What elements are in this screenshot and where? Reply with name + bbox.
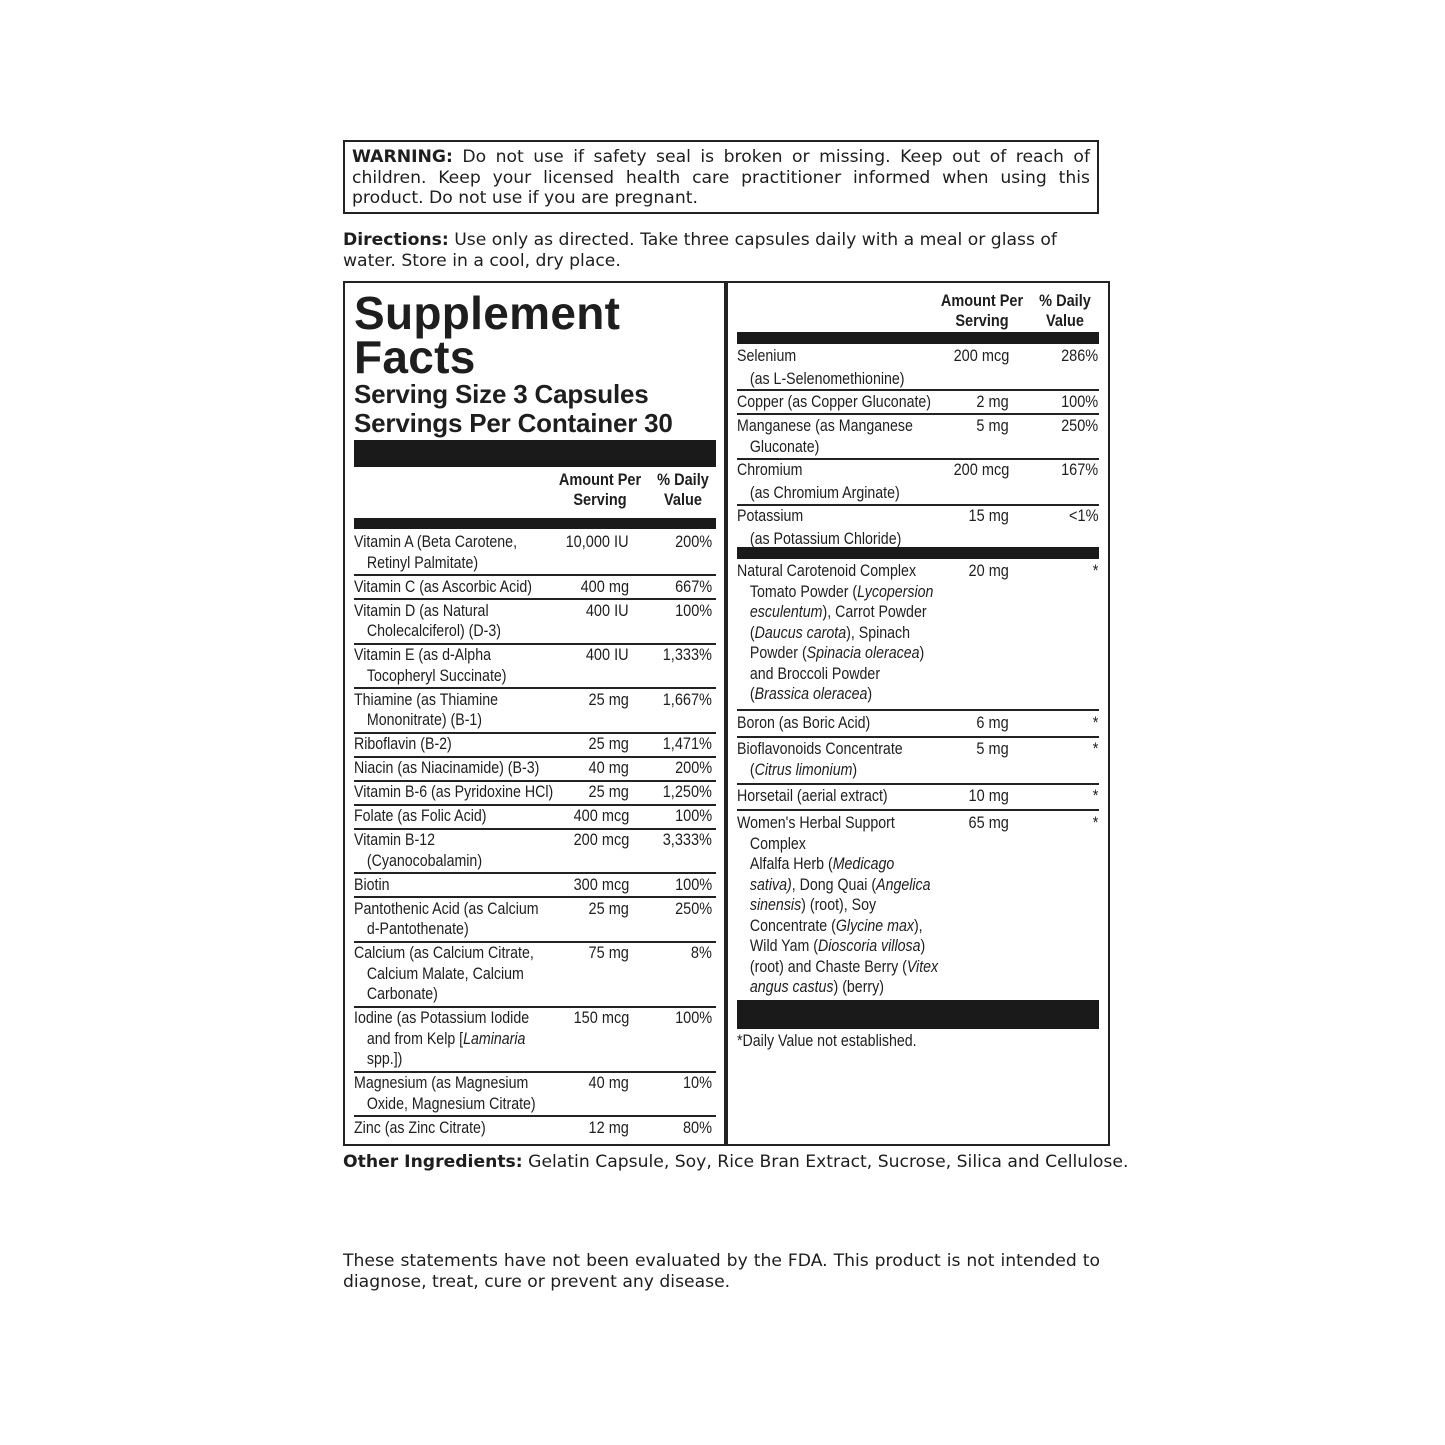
row-divider xyxy=(737,709,1099,711)
carotenoid-sub2 xyxy=(737,602,933,623)
herbal-sub2 xyxy=(737,875,938,896)
bioflavonoids-line2-italic: Citrus limonium xyxy=(754,760,853,779)
footnote: *Daily Value not established. xyxy=(737,1032,917,1050)
nutrient-name xyxy=(354,601,501,642)
nutrient-name-line2-text: Tocopheryl Succinate) xyxy=(366,666,507,685)
nutrient-dv: 100% xyxy=(674,875,712,894)
herbal-sub6-italic: Vitex xyxy=(906,957,939,976)
potassium-line2: (as Potassium Chloride) xyxy=(749,529,902,548)
nutrient-amount: 25 mg xyxy=(588,899,629,918)
carotenoid-sub6-italic: Brassica oleracea xyxy=(754,685,868,703)
nutrient-amount: 25 mg xyxy=(588,735,629,753)
carotenoid-sub3-italic: Daucus carota xyxy=(754,623,847,642)
nutrient-dv: 8% xyxy=(691,944,712,962)
right-medium-bar-top xyxy=(737,332,1099,344)
row-divider xyxy=(737,736,1099,738)
nutrient-name xyxy=(354,1073,536,1114)
nutrient-name-line1: Vitamin A (Beta Carotene, xyxy=(354,533,518,551)
manganese-dv: 250% xyxy=(1060,417,1098,435)
herbal-sub2-italic: sativa) xyxy=(749,875,792,894)
nutrient-name-line1: Biotin xyxy=(354,875,390,894)
herbal-sub3 xyxy=(737,895,938,916)
header-dv-line2: Value xyxy=(664,491,702,509)
warning-label: WARNING: xyxy=(352,147,453,167)
selenium-line2: (as L-Selenomethionine) xyxy=(749,369,905,388)
chromium-line1: Chromium xyxy=(737,461,803,479)
right-header-amount-line1: Amount Per xyxy=(940,292,1024,310)
selenium-line1: Selenium xyxy=(737,347,797,365)
header-amount-line2: Serving xyxy=(573,491,627,509)
row-divider xyxy=(737,389,1099,391)
nutrient-amount: 200 mcg xyxy=(573,831,629,849)
nutrient-amount: 400 mcg xyxy=(573,807,629,825)
right-header-amount-line2: Serving xyxy=(955,312,1009,330)
herbal-sub3-italic: sinensis xyxy=(749,896,802,914)
bioflavonoids-line2-b: ) xyxy=(852,760,858,779)
nutrient-amount: 400 mg xyxy=(580,577,629,596)
nutrient-name xyxy=(354,830,482,871)
carotenoid-sub3-a: ( xyxy=(749,623,755,642)
bioflavonoids-amount: 5 mg xyxy=(976,740,1009,758)
nutrient-name-line2-text: Retinyl Palmitate) xyxy=(366,553,479,572)
herbal-line1: Women's Herbal Support xyxy=(737,814,895,832)
potassium-amount: 15 mg xyxy=(968,507,1009,525)
warning-text: Do not use if safety seal is broken or missing. Keep out of reach of children. Keep your licensed health care practitioner informed when using this product. Do not use if you are pregnant. xyxy=(352,147,1090,208)
nutrient-amount: 40 mg xyxy=(588,759,629,777)
carotenoid-sub6-b: ) xyxy=(867,685,873,703)
facts-title-line2: Facts xyxy=(354,331,476,383)
thick-bar xyxy=(354,440,716,467)
nutrient-name-line3: spp.]) xyxy=(366,1050,403,1068)
herbal-sub7-text: ) (berry) xyxy=(833,978,884,996)
manganese-line2: Gluconate) xyxy=(749,437,820,456)
header-amount xyxy=(556,470,644,510)
nutrient-name-line2 xyxy=(354,710,498,731)
nutrient-dv: 10% xyxy=(682,1074,712,1092)
nutrient-amount: 300 mcg xyxy=(573,875,629,894)
carotenoid-sub4-italic: Spinacia oleracea xyxy=(806,644,920,662)
carotenoid-sub2-text: ), Carrot Powder xyxy=(822,603,927,621)
carotenoid-sub4-a: Powder ( xyxy=(749,644,807,662)
nutrient-dv: 200% xyxy=(674,533,712,551)
nutrient-name-line1: Riboflavin (B-2) xyxy=(354,735,452,753)
nutrient-name-line2 xyxy=(354,621,501,642)
herbal-sub1-italic: Medicago xyxy=(832,855,895,873)
nutrient-name xyxy=(354,577,532,598)
right-header-dv xyxy=(1031,291,1100,331)
potassium-line1: Potassium xyxy=(737,507,804,525)
potassium-dv: <1% xyxy=(1068,507,1098,525)
boron-dv: * xyxy=(1092,714,1098,732)
carotenoid-sub5: and Broccoli Powder xyxy=(749,664,881,683)
row-divider xyxy=(737,413,1099,415)
nutrient-amount: 400 IU xyxy=(586,646,629,664)
boron-amount: 6 mg xyxy=(976,714,1009,732)
nutrient-amount: 10,000 IU xyxy=(566,533,629,551)
herbal-sub5-b: ) xyxy=(920,937,926,955)
nutrient-name xyxy=(354,899,539,940)
nutrient-name-line1: Folate (as Folic Acid) xyxy=(354,807,487,825)
herbal-sub5-italic: Dioscoria villosa xyxy=(817,937,921,955)
potassium-name xyxy=(737,506,901,549)
carotenoid-sub1 xyxy=(737,582,933,603)
nutrient-amount: 400 IU xyxy=(586,601,629,620)
nutrient-name-line2-text: d-Pantothenate) xyxy=(366,920,469,938)
carotenoid-sub3 xyxy=(737,623,933,644)
bioflavonoids-line1: Bioflavonoids Concentrate xyxy=(737,740,903,758)
nutrient-dv: 3,333% xyxy=(662,831,712,849)
herbal-sub3-text: ) (root), Soy xyxy=(801,896,877,914)
herbal-sub4-italic: Glycine max xyxy=(835,916,914,935)
nutrient-name xyxy=(354,690,498,731)
nutrient-name-line2-text: (Cyanocobalamin) xyxy=(366,851,483,870)
nutrient-name-line2 xyxy=(354,666,507,687)
chromium-amount: 200 mcg xyxy=(953,461,1009,479)
nutrient-amount: 25 mg xyxy=(588,690,629,709)
herbal-sub1 xyxy=(737,854,938,875)
nutrient-name-line2-text: Calcium Malate, Calcium xyxy=(366,964,524,983)
nutrient-name-line2-text: Cholecalciferol) (D-3) xyxy=(366,622,501,640)
nutrient-dv: 1,471% xyxy=(662,735,712,753)
nutrient-name-line1: Vitamin D (as Natural xyxy=(354,601,489,620)
nutrient-amount: 75 mg xyxy=(588,944,629,962)
right-header-dv-line1: % Daily xyxy=(1039,292,1091,310)
nutrient-dv: 1,250% xyxy=(662,783,712,801)
right-header-amount xyxy=(938,291,1026,331)
nutrient-name xyxy=(354,645,507,686)
nutrient-name-line2-text: Mononitrate) (B-1) xyxy=(366,711,483,729)
nutrient-name-line2-italic: Laminaria xyxy=(463,1029,526,1048)
herbal-sub4-b: ), xyxy=(913,916,923,935)
nutrient-name-line2 xyxy=(354,919,539,940)
nutrient-amount: 40 mg xyxy=(588,1074,629,1092)
nutrient-name xyxy=(354,943,534,1005)
nutrient-name xyxy=(354,806,486,827)
other-ingredients xyxy=(343,1152,1129,1173)
bioflavonoids-line2 xyxy=(737,760,903,781)
servings-per-container: Servings Per Container 30 xyxy=(354,408,673,438)
carotenoid-sub3-b: ), Spinach xyxy=(846,623,911,642)
herbal-sub5-a: Wild Yam ( xyxy=(749,937,818,955)
herbal-amount: 65 mg xyxy=(968,814,1009,832)
other-ingredients-label: Other Ingredients: xyxy=(343,1152,523,1172)
manganese-amount: 5 mg xyxy=(976,417,1009,435)
nutrient-name-line1: Vitamin C (as Ascorbic Acid) xyxy=(354,577,532,596)
copper-name: Copper (as Copper Gluconate) xyxy=(737,393,932,411)
carotenoid-sub6-a: ( xyxy=(749,685,755,703)
herbal-sub2-italic-b: Angelica xyxy=(876,875,931,894)
herbal-sub5 xyxy=(737,936,938,957)
other-ingredients-text: Gelatin Capsule, Soy, Rice Bran Extract, Sucrose, Silica and Cellulose. xyxy=(522,1152,1129,1172)
nutrient-dv: 100% xyxy=(674,807,712,825)
herbal-name xyxy=(737,813,938,998)
nutrient-dv: 250% xyxy=(674,899,712,918)
nutrient-name-line1: Vitamin B-12 xyxy=(354,831,435,849)
right-thick-bar-bottom xyxy=(737,1000,1099,1029)
nutrient-name xyxy=(354,532,517,573)
selenium-amount: 200 mcg xyxy=(953,347,1009,365)
carotenoid-sub4 xyxy=(737,643,933,664)
supplement-facts-right-panel xyxy=(726,281,1110,1146)
carotenoid-line1: Natural Carotenoid Complex xyxy=(737,562,917,580)
nutrient-dv: 80% xyxy=(682,1118,712,1137)
header-dv xyxy=(650,470,717,510)
nutrient-dv: 100% xyxy=(674,1009,712,1027)
nutrient-amount: 12 mg xyxy=(588,1118,629,1137)
nutrient-name-line2 xyxy=(354,851,482,872)
manganese-name xyxy=(737,416,913,457)
selenium-dv: 286% xyxy=(1060,347,1098,365)
right-header-dv-line2: Value xyxy=(1046,312,1084,330)
nutrient-name xyxy=(354,782,553,803)
row-divider xyxy=(737,783,1099,785)
directions-text: Use only as directed. Take three capsules daily with a meal or glass of water. Store in a cool, dry place. xyxy=(343,230,1057,271)
nutrient-name-line1: Vitamin E (as d-Alpha xyxy=(354,646,491,664)
nutrient-dv: 667% xyxy=(674,577,712,596)
nutrient-dv: 1,333% xyxy=(662,646,712,664)
facts-title xyxy=(354,287,621,383)
serving-size: Serving Size 3 Capsules xyxy=(354,379,649,409)
horsetail-name: Horsetail (aerial extract) xyxy=(737,787,888,805)
nutrient-name-line1: Magnesium (as Magnesium xyxy=(354,1074,529,1092)
facts-title-line1: Supplement xyxy=(354,287,621,339)
nutrient-name-line2-text: Oxide, Magnesium Citrate) xyxy=(366,1094,536,1113)
nutrient-name xyxy=(354,758,539,779)
herbal-sub4-a: Concentrate ( xyxy=(749,916,836,935)
bioflavonoids-line2-a: ( xyxy=(749,760,755,779)
nutrient-name-line1: Calcium (as Calcium Citrate, xyxy=(354,944,534,962)
horsetail-amount: 10 mg xyxy=(968,787,1009,805)
nutrient-name xyxy=(354,1118,486,1139)
carotenoid-sub2-italic: esculentum xyxy=(749,603,823,621)
nutrient-name-line2 xyxy=(354,553,517,574)
manganese-line1: Manganese (as Manganese xyxy=(737,417,913,435)
row-divider xyxy=(354,872,716,874)
nutrient-name-line2 xyxy=(354,1029,529,1050)
nutrient-name-line1: Pantothenic Acid (as Calcium xyxy=(354,899,539,918)
nutrient-amount: 25 mg xyxy=(588,783,629,801)
nutrient-dv: 1,667% xyxy=(662,690,712,709)
carotenoid-name xyxy=(737,561,933,705)
selenium-name xyxy=(737,346,905,389)
header-amount-line1: Amount Per xyxy=(558,471,642,489)
herbal-sub6 xyxy=(737,957,938,978)
supplement-facts-left-panel xyxy=(343,281,726,1146)
bioflavonoids-dv: * xyxy=(1092,740,1098,758)
nutrient-name-line2-text: and from Kelp [ xyxy=(366,1029,464,1048)
boron-name: Boron (as Boric Acid) xyxy=(737,714,871,732)
header-dv-line1: % Daily xyxy=(657,471,709,489)
right-medium-bar-mid xyxy=(737,547,1099,559)
herbal-dv: * xyxy=(1092,814,1098,832)
carotenoid-sub1-text: Tomato Powder ( xyxy=(749,582,858,601)
carotenoid-amount: 20 mg xyxy=(968,562,1009,580)
copper-dv: 100% xyxy=(1060,393,1098,411)
carotenoid-sub4-b: ) xyxy=(919,644,925,662)
horsetail-dv: * xyxy=(1092,787,1098,805)
nutrient-name-line1: Zinc (as Zinc Citrate) xyxy=(354,1118,486,1137)
directions-label: Directions: xyxy=(343,230,449,250)
nutrient-amount: 150 mcg xyxy=(573,1009,629,1027)
nutrient-name-line1: Iodine (as Potassium Iodide xyxy=(354,1009,530,1027)
herbal-sub7 xyxy=(737,977,938,998)
nutrient-dv: 200% xyxy=(674,759,712,777)
warning-box xyxy=(343,140,1099,214)
carotenoid-dv: * xyxy=(1092,562,1098,580)
nutrient-name-line2 xyxy=(354,1094,536,1115)
nutrient-name xyxy=(354,1008,529,1070)
bioflavonoids-name xyxy=(737,739,903,780)
carotenoid-sub6 xyxy=(737,684,933,705)
nutrient-dv: 100% xyxy=(674,601,712,620)
nutrient-name-line1: Vitamin B-6 (as Pyridoxine HCl) xyxy=(354,783,554,801)
medium-bar xyxy=(354,518,716,529)
herbal-sub2-text: , Dong Quai ( xyxy=(791,875,877,894)
fda-disclaimer: These statements have not been evaluated by the FDA. This product is not intended to diagnose, treat, cure or prevent any disease. xyxy=(343,1251,1100,1292)
herbal-sub6-a: (root) and Chaste Berry ( xyxy=(749,957,907,976)
directions xyxy=(343,230,1100,271)
herbal-sub7-italic: angus castus xyxy=(749,978,834,996)
row-divider xyxy=(737,809,1099,811)
serving-info xyxy=(354,380,673,438)
herbal-line2: Complex xyxy=(749,834,806,853)
copper-amount: 2 mg xyxy=(976,393,1009,411)
chromium-line2: (as Chromium Arginate) xyxy=(749,483,900,502)
nutrient-name-line1: Niacin (as Niacinamide) (B-3) xyxy=(354,759,540,777)
nutrient-name xyxy=(354,734,452,755)
carotenoid-sub1-italic: Lycopersion xyxy=(857,582,934,601)
chromium-name xyxy=(737,460,900,503)
nutrient-name xyxy=(354,875,390,896)
nutrient-name-line2 xyxy=(354,964,534,985)
herbal-sub1-text: Alfalfa Herb ( xyxy=(749,855,833,873)
nutrient-name-line3: Carbonate) xyxy=(366,985,438,1003)
nutrient-name-line1: Thiamine (as Thiamine xyxy=(354,690,499,709)
chromium-dv: 167% xyxy=(1060,461,1098,479)
herbal-sub4 xyxy=(737,916,938,937)
